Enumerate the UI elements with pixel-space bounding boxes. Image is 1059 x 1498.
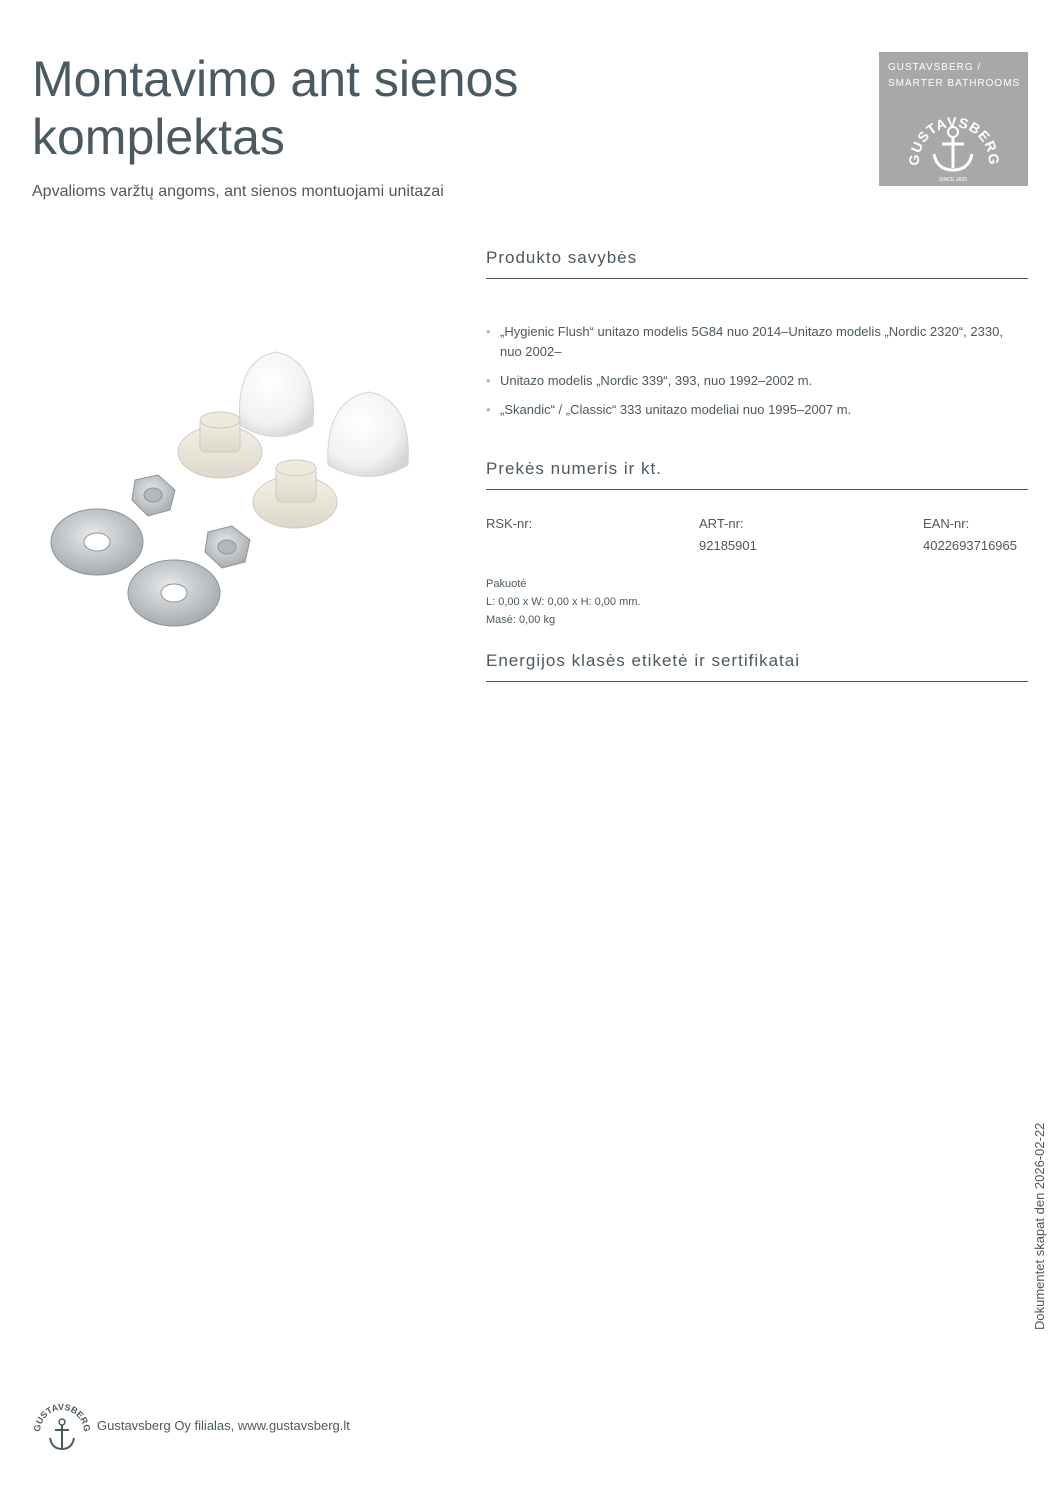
rsk-column [486, 513, 532, 535]
gustavsberg-anchor-icon [879, 92, 1028, 186]
ean-column [923, 513, 1017, 557]
footer-logo-text: GUSTAVSBERG [32, 1401, 92, 1433]
package-info [486, 575, 640, 629]
list-item: • „Skandic“ / „Classic“ 333 unitazo modeliai nuo 1995–2007 m. [486, 400, 1028, 420]
section-title-features: Produkto savybės [486, 248, 1028, 279]
title-line-1: Montavimo ant sienos [32, 51, 519, 107]
section-title-numbers: Prekės numeris ir kt. [486, 459, 1028, 490]
art-value: 92185901 [699, 538, 757, 553]
page-title [32, 50, 732, 166]
ean-value: 4022693716965 [923, 538, 1017, 553]
package-mass: Masė: 0,00 kg [486, 614, 556, 626]
document-date-note: Dokumentet skapat den 2026-02-22 [1032, 1122, 1047, 1330]
footer-anchor-icon [32, 1398, 92, 1458]
title-line-2: komplektas [32, 109, 285, 165]
art-label: ART-nr: [699, 516, 744, 531]
brand-line-1: GUSTAVSBERG / [888, 62, 982, 73]
list-item: • „Hygienic Flush“ unitazo modelis 5G84 nuo 2014–Unitazo modelis „Nordic 2320“, 2330, nuo 2002– [486, 322, 1028, 362]
art-column [699, 513, 757, 557]
brand-logo-box [879, 52, 1028, 186]
page-subtitle: Apvalioms varžtų angoms, ant sienos montuojami unitazai [32, 183, 444, 200]
package-dimensions: L: 0,00 x W: 0,00 x H: 0,00 mm. [486, 596, 641, 608]
brand-logo-text: GUSTAVSBERG [905, 113, 1003, 166]
product-image [40, 340, 440, 640]
features-list [486, 322, 1028, 429]
footer-text: Gustavsberg Oy filialas, www.gustavsberg.lt [97, 1418, 350, 1433]
section-title-energy: Energijos klasės etiketė ir sertifikatai [486, 651, 1028, 682]
package-label: Pakuotė [486, 578, 527, 590]
ean-label: EAN-nr: [923, 516, 970, 531]
rsk-label: RSK-nr: [486, 516, 533, 531]
brand-line-2: SMARTER BATHROOMS [888, 78, 1021, 89]
brand-since: SINCE 1825 [939, 177, 967, 183]
list-item: • Unitazo modelis „Nordic 339“, 393, nuo 1992–2002 m. [486, 371, 1028, 391]
